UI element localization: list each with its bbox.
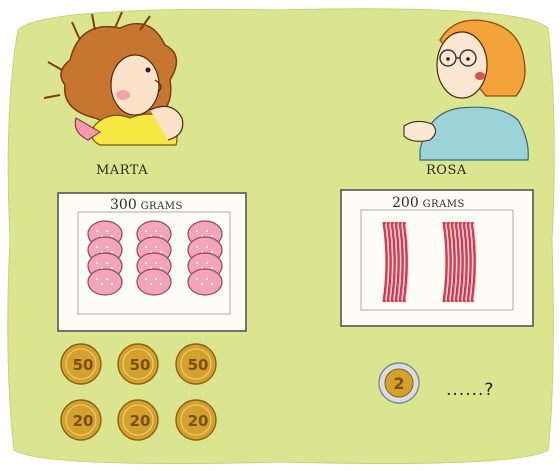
marta-unit: GRAMS [140,201,183,212]
coin-value-text: 20 [187,412,209,430]
marta-name-label: MARTA [96,163,149,178]
coin-value-text: 20 [72,412,94,430]
salami-slices-icon [88,221,222,295]
euro-cent-coin-icon [176,344,216,384]
marta-weight-label [110,197,183,213]
coin-value-text: 50 [72,356,94,374]
rosa-amount: 200 [392,195,419,211]
two-euro-coin-icon [379,363,419,403]
question-text: ......? [446,380,495,400]
rosa-unit: GRAMS [422,199,465,210]
euro-cent-coin-icon [176,400,216,440]
salami-slice [188,269,222,295]
rosa-name-label: ROSA [426,163,467,178]
euro-cent-coin-icon [61,400,101,440]
euro-cent-coin-icon [118,344,158,384]
coin-value-text: 2 [393,374,405,393]
coin-value-text: 20 [129,412,151,430]
coin-value-text: 50 [129,356,151,374]
salami-slice [137,269,171,295]
salami-slice [88,269,122,295]
coin-value-text: 50 [187,356,209,374]
euro-cent-coin-icon [118,400,158,440]
euro-cent-coin-icon [61,344,101,384]
marta-amount: 300 [110,197,137,213]
rosa-weight-label [392,195,465,211]
